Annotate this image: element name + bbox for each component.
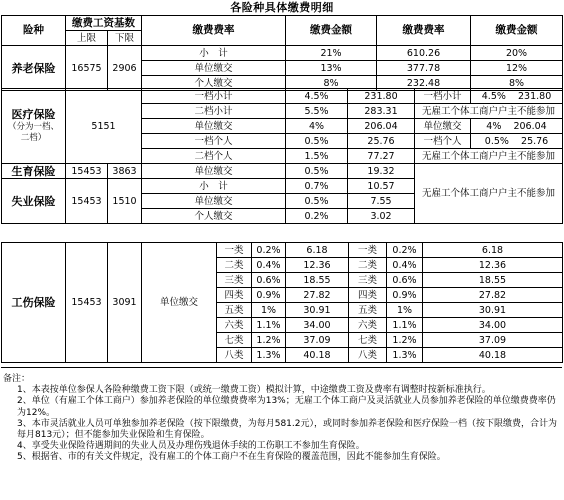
unemployment-note: 无雇工个体工商户户主不能参加	[415, 164, 563, 224]
notes-section	[3, 374, 561, 464]
notes-heading: 备注：	[3, 374, 31, 384]
table-row	[2, 46, 563, 61]
injury-rate: 0.9%	[252, 288, 286, 303]
medical-rate: 4.5%	[286, 89, 348, 104]
maternity-upper: 15453	[66, 164, 108, 179]
medical-label: 单位缴交	[142, 119, 286, 134]
injury-class: 一类	[217, 243, 252, 258]
medical-rate: 5.5%	[286, 104, 348, 119]
injury-amount: 12.36	[286, 258, 349, 273]
medical-label: 二档小计	[142, 104, 286, 119]
injury-class-2: 三类	[349, 273, 387, 288]
medical-amount: 283.31	[348, 104, 415, 119]
medical-rate-2: 0.5%	[484, 135, 509, 147]
header-insurance-type: 险种	[2, 16, 66, 46]
injury-rate: 1.3%	[252, 348, 286, 363]
injury-rate-2: 1.2%	[387, 333, 423, 348]
medical-amount: 231.80	[348, 89, 415, 104]
medical-note: 无雇工个体工商户户主不能参加	[415, 104, 563, 119]
unemployment-rate: 0.2%	[286, 209, 348, 224]
unemployment-lower: 1510	[108, 179, 142, 224]
injury-rate: 0.6%	[252, 273, 286, 288]
injury-label: 单位缴交	[142, 243, 217, 363]
header-wage-base: 缴费工资基数	[66, 16, 142, 31]
injury-amount: 6.18	[286, 243, 349, 258]
pension-amount: 232.48	[377, 76, 471, 91]
medical-rate: 1.5%	[286, 149, 348, 164]
injury-rate-2: 1.1%	[387, 318, 423, 333]
medical-label-2: 一档小计	[415, 89, 471, 104]
unemployment-upper: 15453	[66, 179, 108, 224]
maternity-name: 生育保险	[2, 164, 66, 179]
injury-class-2: 一类	[349, 243, 387, 258]
injury-class: 三类	[217, 273, 252, 288]
unemployment-label: 小 计	[142, 179, 286, 194]
injury-rate: 1%	[252, 303, 286, 318]
injury-rate-2: 0.9%	[387, 288, 423, 303]
injury-rate-2: 1.3%	[387, 348, 423, 363]
header-upper: 上限	[66, 31, 108, 46]
header-amount-2: 缴费金额	[471, 16, 563, 46]
injury-class-2: 六类	[349, 318, 387, 333]
contribution-table-lower	[1, 88, 563, 224]
medical-amount: 25.76	[348, 134, 415, 149]
injury-rate: 0.4%	[252, 258, 286, 273]
injury-class: 六类	[217, 318, 252, 333]
medical-note: 无雇工个体工商户户主不能参加	[415, 149, 563, 164]
medical-amt-2: 206.04	[513, 120, 547, 132]
medical-amount: 77.27	[348, 149, 415, 164]
injury-rate-2: 0.6%	[387, 273, 423, 288]
injury-amount-2: 40.18	[423, 348, 563, 363]
injury-amount-2: 30.91	[423, 303, 563, 318]
injury-class-2: 七类	[349, 333, 387, 348]
unemployment-rate: 0.5%	[286, 194, 348, 209]
unemployment-amount: 10.57	[348, 179, 415, 194]
injury-amount: 27.82	[286, 288, 349, 303]
injury-rate-2: 1%	[387, 303, 423, 318]
pension-rate-2: 8%	[471, 76, 563, 91]
medical-label: 一档小计	[142, 89, 286, 104]
pension-label: 小 计	[142, 46, 286, 61]
injury-amount: 34.00	[286, 318, 349, 333]
injury-rate: 1.2%	[252, 333, 286, 348]
medical-label-2: 单位缴交	[415, 119, 471, 134]
medical-base: 5151	[66, 89, 142, 164]
pension-upper: 16575	[66, 46, 108, 91]
note-item: 4、享受失业保险待遇期间的失业人员及办理伤残退休手续的工伤职工不参加生育保险。	[17, 441, 365, 452]
injury-class-2: 八类	[349, 348, 387, 363]
medical-amt-2: 231.80	[518, 90, 552, 102]
medical-rate-2: 4%	[486, 120, 502, 132]
injury-amount: 37.09	[286, 333, 349, 348]
pension-lower: 2906	[108, 46, 142, 91]
injury-class: 七类	[217, 333, 252, 348]
header-row	[2, 16, 563, 31]
medical-label: 二档个人	[142, 149, 286, 164]
injury-amount-2: 18.55	[423, 273, 563, 288]
medical-label-2: 一档个人	[415, 134, 471, 149]
note-item: 3、本市灵活就业人员可单独参加养老保险（按下限缴费，为每月581.2元），或同时参加养老保险和医疗保险一档（按下限缴费，合计为每月813元）；但不能参加失业保险和生育保险。	[17, 418, 557, 441]
pension-label: 个人缴交	[142, 76, 286, 91]
pension-name: 养老保险	[2, 46, 66, 91]
contribution-table	[1, 15, 563, 91]
injury-class: 四类	[217, 288, 252, 303]
medical-amount: 206.04	[348, 119, 415, 134]
injury-amount-2: 6.18	[423, 243, 563, 258]
injury-class: 八类	[217, 348, 252, 363]
header-lower: 下限	[108, 31, 142, 46]
pension-label: 单位缴交	[142, 61, 286, 76]
medical-sub: （分为一档、二档）	[7, 122, 59, 143]
unemployment-label: 单位缴交	[142, 194, 286, 209]
note-item: 2、单位（有雇工个体工商户）参加养老保险的单位缴费费率为13%；无雇工个体工商户及灵活就业人员参加养老保险的单位缴费费率仍为12%。	[17, 396, 556, 418]
divider	[1, 367, 562, 368]
injury-amount-2: 34.00	[423, 318, 563, 333]
header-amount-1: 缴费金额	[286, 16, 377, 46]
medical-amt-2: 25.76	[521, 135, 549, 147]
injury-amount-2: 37.09	[423, 333, 563, 348]
injury-amount: 18.55	[286, 273, 349, 288]
unemployment-name: 失业保险	[2, 179, 66, 224]
maternity-label: 单位缴交	[142, 164, 286, 179]
pension-rate: 8%	[286, 76, 377, 91]
injury-rate: 1.1%	[252, 318, 286, 333]
injury-class: 五类	[217, 303, 252, 318]
injury-rate: 0.2%	[252, 243, 286, 258]
unemployment-amount: 3.02	[348, 209, 415, 224]
injury-name: 工伤保险	[2, 243, 66, 363]
maternity-rate: 0.5%	[286, 164, 348, 179]
note-item: 5、根据省、市的有关文件规定，没有雇工的个体工商户不在生育保险的覆盖范围，因此不能参加生育保险。	[17, 452, 446, 463]
injury-amount-2: 12.36	[423, 258, 563, 273]
header-rate-2: 缴费费率	[377, 16, 471, 46]
header-rate-1: 缴费费率	[142, 16, 286, 46]
injury-rate-2: 0.4%	[387, 258, 423, 273]
pension-rate: 13%	[286, 61, 377, 76]
injury-rate-2: 0.2%	[387, 243, 423, 258]
medical-amount-2	[471, 119, 563, 134]
injury-amount-2: 27.82	[423, 288, 563, 303]
table-row	[2, 89, 563, 104]
injury-class-2: 二类	[349, 258, 387, 273]
injury-amount: 30.91	[286, 303, 349, 318]
maternity-amount: 19.32	[348, 164, 415, 179]
injury-class-2: 四类	[349, 288, 387, 303]
injury-table	[1, 242, 563, 363]
page-title: 各险种具体缴费明细	[230, 1, 334, 14]
injury-lower: 3091	[108, 243, 142, 363]
medical-amount-2	[471, 134, 563, 149]
medical-amount-2	[471, 89, 563, 104]
injury-class: 二类	[217, 258, 252, 273]
medical-rate: 0.5%	[286, 134, 348, 149]
pension-rate-2: 12%	[471, 61, 563, 76]
unemployment-label: 个人缴交	[142, 209, 286, 224]
injury-class-2: 五类	[349, 303, 387, 318]
pension-rate: 21%	[286, 46, 377, 61]
unemployment-rate: 0.7%	[286, 179, 348, 194]
table-row	[2, 243, 563, 258]
pension-rate-2: 20%	[471, 46, 563, 61]
pension-amount: 377.78	[377, 61, 471, 76]
note-item: 1、本表按单位参保人各险种缴费工资下限（或统一缴费工资）模拟计算，中途缴费工资及费率有调整时按新标准执行。	[17, 385, 491, 396]
medical-rate: 4%	[286, 119, 348, 134]
table-row	[2, 164, 563, 179]
medical-name: 医疗保险	[11, 108, 56, 121]
injury-upper: 15453	[66, 243, 108, 363]
pension-amount: 610.26	[377, 46, 471, 61]
unemployment-amount: 7.55	[348, 194, 415, 209]
medical-label: 一档个人	[142, 134, 286, 149]
medical-name-cell	[2, 89, 66, 164]
medical-rate-2: 4.5%	[481, 90, 506, 102]
injury-amount: 40.18	[286, 348, 349, 363]
maternity-lower: 3863	[108, 164, 142, 179]
